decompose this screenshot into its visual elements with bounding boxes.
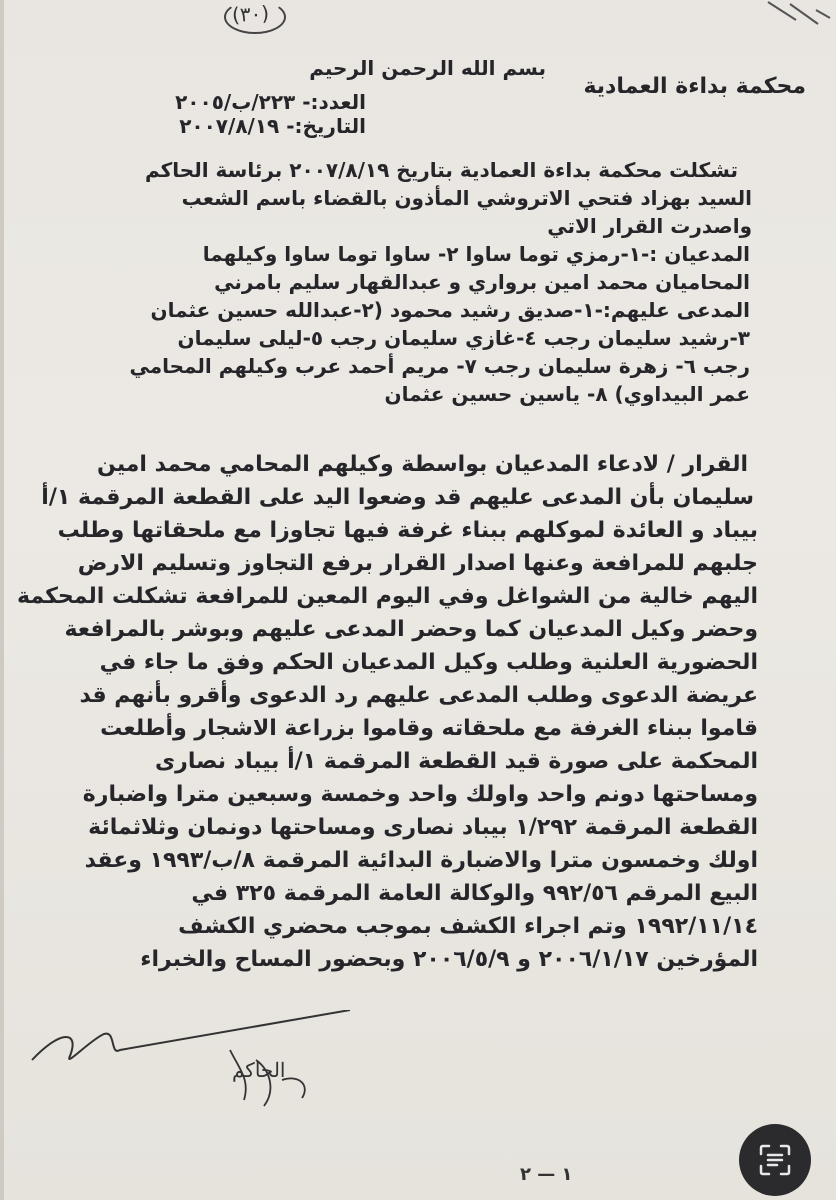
intro-line: ٣-رشيد سليمان رجب ٤-غازي سليمان رجب ٥-ليلى سليمان [177,326,750,350]
intro-line: تشكلت محكمة بداءة العمادية بتاريخ ٢٠٠٧/٨/١٩ برئاسة الحاكم [144,158,738,182]
court-name: محكمة بداءة العمادية [583,74,806,99]
body-line: عريضة الدعوى وطلب المدعى عليهم رد الدعوى وأقرو بأنهم قد [79,683,758,708]
body-line: المحكمة على صورة قيد القطعة المرقمة ١/أ بيباد نصارى [154,749,758,774]
intro-line: المدعيان :-١-رمزي توما ساوا ٢- ساوا توما ساوا وكيلهما [202,242,750,266]
intro-line: السيد بهزاد فتحي الاتروشي المأذون بالقضاء باسم الشعب [181,186,752,210]
case-number: العدد:- ٢٢٣/ب/٢٠٠٥ [175,90,366,114]
decision-paragraph [17,448,758,976]
body-line: اليهم خالية من الشواغل وفي اليوم المعين للمرافعة تشكلت المحكمة [17,584,758,609]
page-number: (٣٠) [231,1,270,27]
corner-scribble-icon [760,0,836,30]
intro-line: المحاميان محمد امين برواري و عبدالقهار سليم بامرني [214,270,750,294]
intro-paragraph [129,158,752,410]
signature-label: الحاكم [232,1058,286,1082]
body-line: بيباد و العائدة لموكلهم ببناء غرفة فيها تجاوزا مع ملحقاتها وطلب [57,518,758,543]
footer-page-number: ١ — ٢ [520,1164,573,1185]
body-line: ومساحتها دونم واحد واولك واحد وخمسة وسبعين مترا واضبارة [82,782,758,807]
body-line: جلبهم للمرافعة وعنها اصدار القرار برفع التجاوز وتسليم الارض [77,551,758,576]
text-scan-icon [757,1142,793,1178]
text-scan-button[interactable] [739,1124,811,1196]
body-line: المؤرخين ٢٠٠٦/١/١٧ و ٢٠٠٦/٥/٩ وبحضور المساح والخبراء [140,947,758,972]
intro-line: واصدرت القرار الاتي [547,214,752,238]
intro-line: رجب ٦- زهرة سليمان رجب ٧- مريم أحمد عرب وكيلهم المحامي [129,354,750,378]
body-line: ١٩٩٢/١١/١٤ وتم اجراء الكشف بموجب محضري الكشف [178,914,758,939]
basmala: بسم الله الرحمن الرحيم [309,56,546,80]
body-line: وحضر وكيل المدعيان كما وحضر المدعى عليهم وبوشر بالمرافعة [64,617,758,642]
body-line: الحضورية العلنية وطلب وكيل المدعيان الحكم وفق ما جاء في [99,650,758,675]
body-line: القرار / لادعاء المدعيان بواسطة وكيلهم المحامي محمد امين [97,452,748,477]
intro-line: المدعى عليهم:-١-صديق رشيد محمود (٢-عبدالله حسين عثمان [150,298,750,322]
case-date: التاريخ:- ٢٠٠٧/٨/١٩ [179,114,366,138]
body-line: القطعة المرقمة ١/٢٩٢ بيباد نصارى ومساحتها دونمان وثلاثمائة [88,815,758,840]
body-line: البيع المرقم ٩٩٢/٥٦ والوكالة العامة المرقمة ٣٢٥ في [191,881,758,906]
body-line: قاموا ببناء الغرفة مع ملحقاته وقاموا بزراعة الاشجار وأطلعت [100,716,758,741]
intro-line: عمر البيداوي) ٨- ياسين حسين عثمان [384,382,750,406]
judge-signature [20,1010,380,1120]
body-line: اولك وخمسون مترا والاضبارة البدائية المرقمة ٨/ب/١٩٩٣ وعقد [84,848,758,873]
body-line: سليمان بأن المدعى عليهم قد وضعوا اليد على القطعة المرقمة ١/أ [41,485,754,510]
